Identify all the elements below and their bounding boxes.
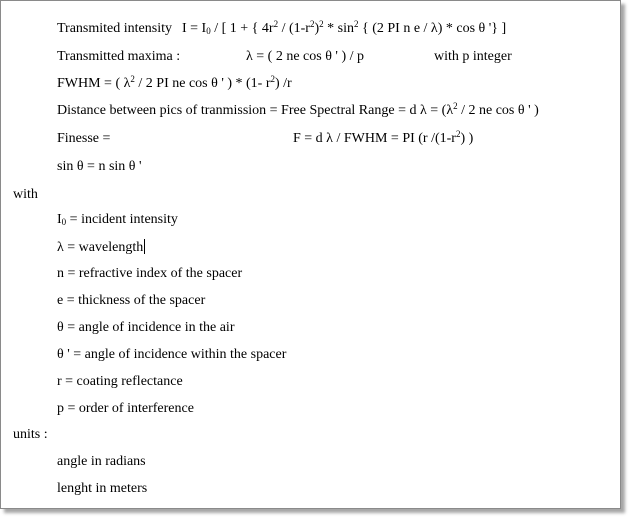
definition-i0 (57, 212, 178, 228)
definition-theta: θ = angle of incidence in the air (57, 320, 235, 335)
transmitted-intensity-label: Transmited intensity (57, 21, 172, 36)
p-integer-note: with p integer (434, 49, 512, 64)
definition-r: r = coating reflectance (57, 374, 183, 389)
snell-law: sin θ = n sin θ ' (57, 159, 142, 174)
definition-p: p = order of interference (57, 401, 194, 416)
superscript: 2 (353, 19, 359, 29)
intensity-formula-part: / (1-r (278, 21, 310, 36)
fwhm-line (57, 76, 292, 92)
intensity-formula-part: / [ 1 + { 4r (210, 21, 274, 36)
superscript: 2 (270, 74, 275, 84)
superscript: 2 (130, 74, 135, 84)
i0-text: = incident intensity (66, 212, 178, 227)
definition-n: n = refractive index of the spacer (57, 266, 243, 281)
intensity-formula-part: * sin (323, 21, 354, 36)
unit-angle: angle in radians (57, 454, 146, 469)
i0-subscript: 0 (61, 217, 67, 227)
superscript: 2 (453, 101, 458, 111)
finesse-formula-part: ) ) (460, 131, 474, 146)
superscript: 2 (319, 19, 324, 29)
superscript: 2 (273, 19, 279, 29)
i0-symbol: I (57, 212, 62, 227)
transmitted-maxima-formula: λ = ( 2 ne cos θ ' ) / p (246, 49, 365, 64)
fwhm-formula-part: / 2 PI ne cos θ ' ) * (1- r (134, 76, 271, 91)
intensity-formula-part: { (2 PI n e / λ) * cos θ '} ] (358, 21, 507, 36)
with-heading: with (13, 187, 38, 202)
finesse-formula (293, 131, 473, 147)
units-heading: units : (13, 427, 48, 442)
superscript: 2 (455, 129, 461, 139)
intensity-formula-part: I = I (182, 21, 207, 36)
definition-lambda[interactable] (57, 239, 145, 256)
text-cursor (144, 239, 145, 254)
intensity-formula-part: ) (314, 21, 320, 36)
fwhm-formula-part: ) /r (275, 76, 292, 91)
transmitted-maxima-label: Transmitted maxima : (57, 49, 181, 64)
finesse-formula-part: F = d λ / FWHM = PI (r /(1-r (293, 131, 456, 146)
fwhm-formula-part: FWHM = ( λ (57, 76, 131, 91)
superscript: 2 (309, 19, 315, 29)
intensity-subscript: 0 (206, 26, 211, 36)
lambda-text: λ = wavelength (57, 240, 144, 255)
fsr-formula-part: Distance between pics of tranmission = Free Spectral Range = d λ = (λ (57, 103, 454, 118)
transmitted-intensity-line (57, 21, 506, 37)
definition-theta-prime: θ ' = angle of incidence within the spacer (57, 347, 287, 362)
finesse-label: Finesse = (57, 131, 111, 146)
fsr-line (57, 103, 539, 119)
fsr-formula-part: / 2 ne cos θ ' ) (457, 103, 539, 118)
unit-length: lenght in meters (57, 481, 148, 496)
definition-e: e = thickness of the spacer (57, 293, 206, 308)
